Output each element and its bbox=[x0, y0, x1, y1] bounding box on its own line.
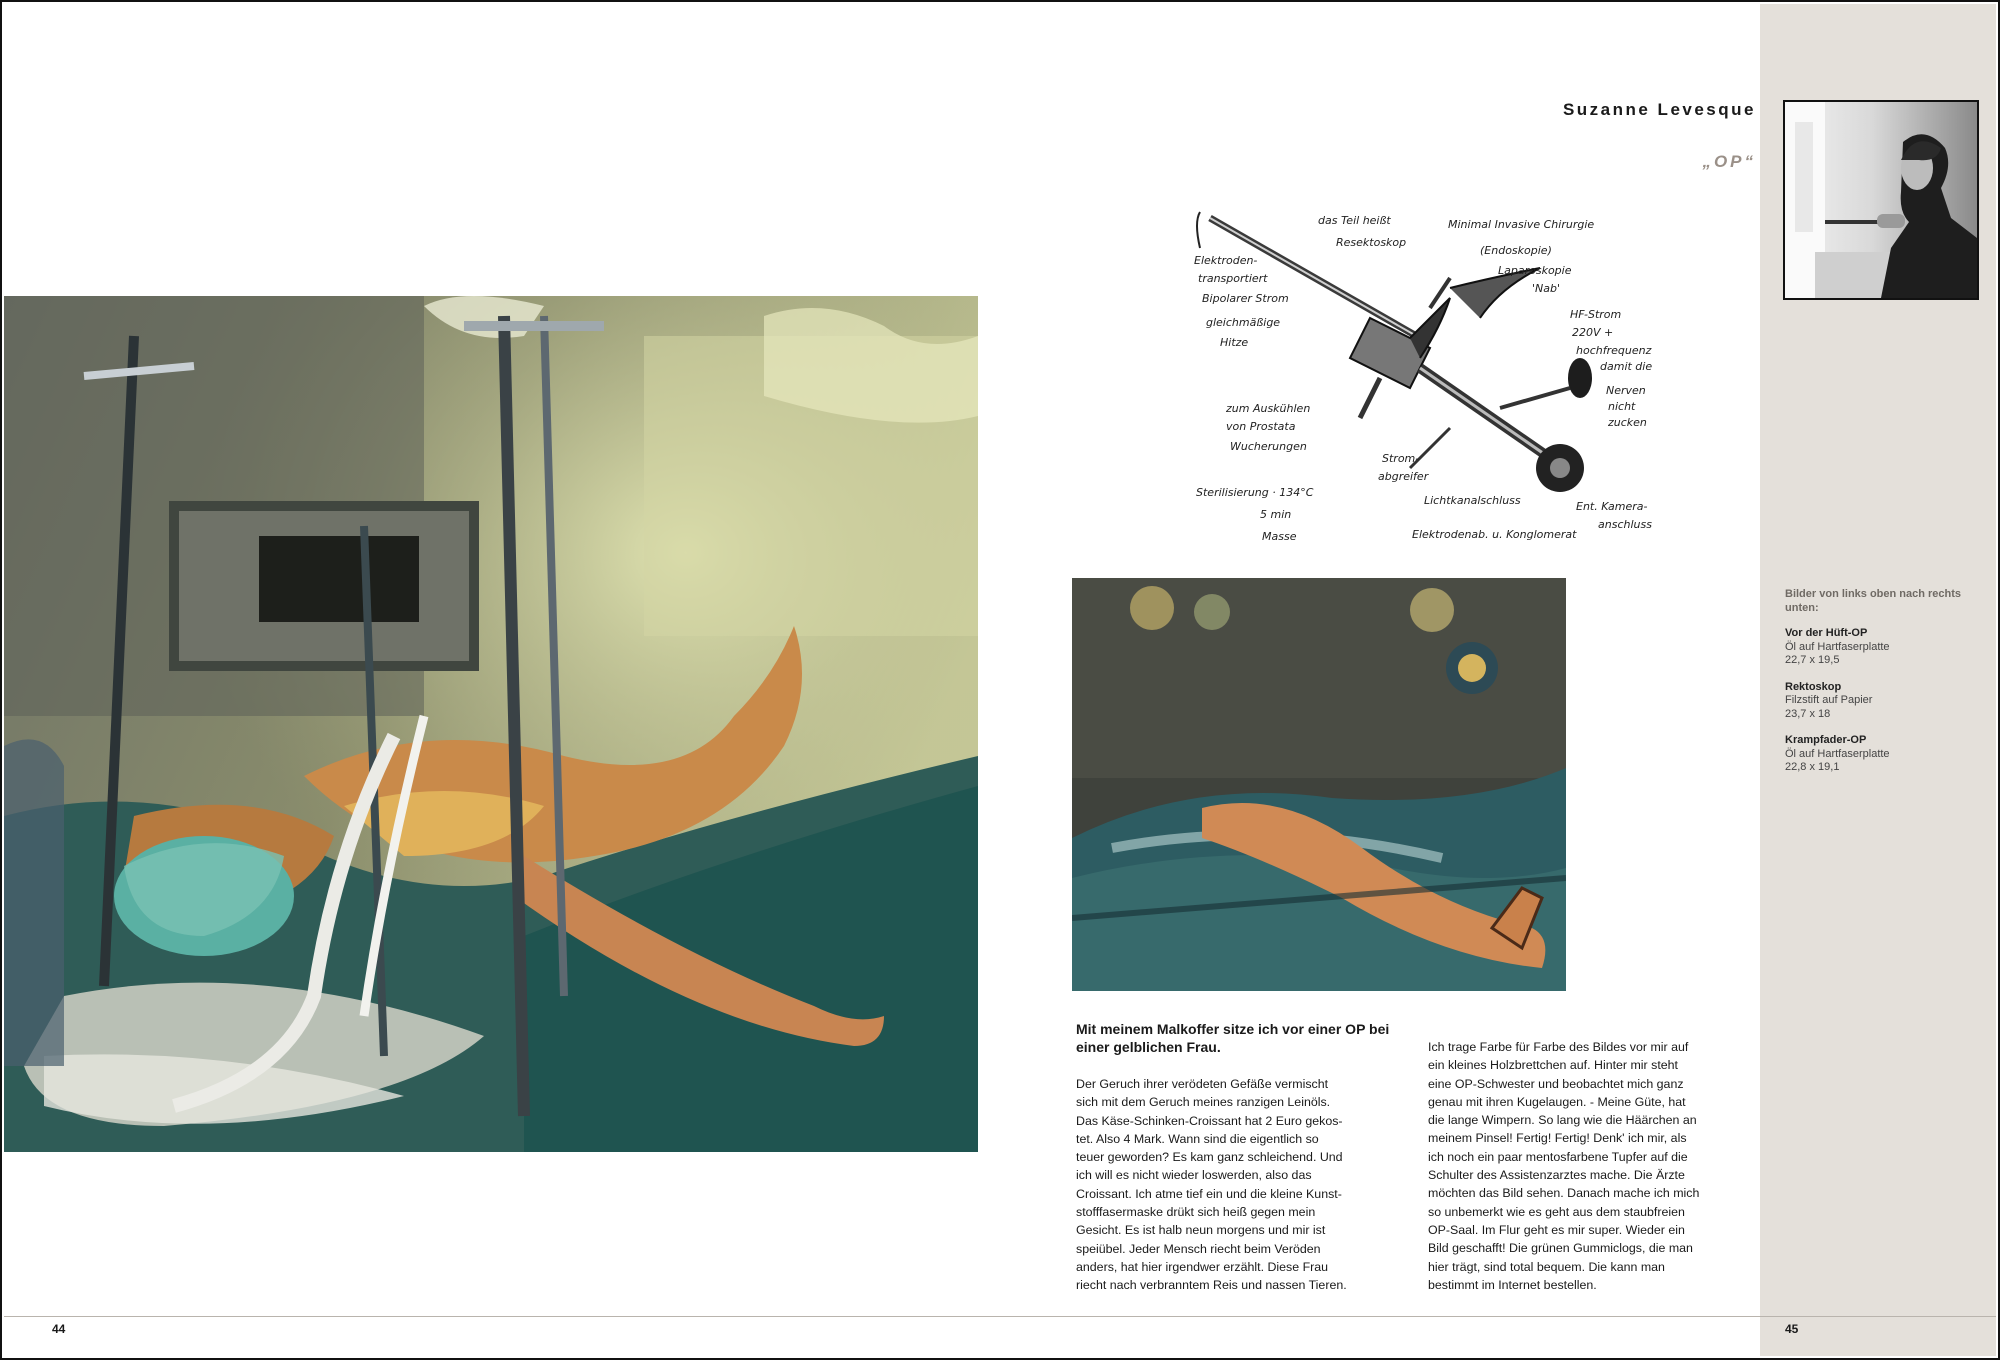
painting-varicose-surgery bbox=[1072, 578, 1566, 991]
sketch-label: hochfrequenz bbox=[1576, 344, 1652, 357]
caption-size: 23,7 x 18 bbox=[1785, 707, 1831, 720]
sketch-label: gleichmäßige bbox=[1206, 316, 1281, 329]
page-number-right: 45 bbox=[1785, 1322, 1799, 1336]
sketch-label: Lichtkanalschluss bbox=[1424, 494, 1521, 507]
sketch-rectoscope bbox=[1180, 198, 1658, 558]
sketch-label: HF-Strom bbox=[1570, 308, 1622, 321]
caption-medium: Öl auf Hartfaserplatte bbox=[1785, 640, 1890, 653]
sketch-label: Sterilisierung · 134°C bbox=[1196, 486, 1314, 499]
article-column-1: Der Geruch ihrer verödeten Gefäße vermischt sich mit dem Geruch meines ranzigen Leinöls. Das Käse-Schinken-Croissant hat 2 Euro gekos- tet. Also 4 Mark. Wann sind die eigentlich so teuer geworden? Es kam ganz schleichend. Und ich will es nicht wieder loswerden, also das Croissant. Ich atme tief ein und die kleine Kunst- stofffasermaske drükt sich heiß gegen mein Gesicht. Es ist halb neun morgens und mir ist speiübel. Jeder Mensch riecht beim Veröden anders, hat hier irgendwer erzählt. Diese Frau riecht nach verbranntem Reis und nassen Tieren. bbox=[1076, 1077, 1347, 1293]
image-captions bbox=[1785, 588, 1975, 788]
article-lead: Mit meinem Malkoffer sitze ich vor einer OP bei einer gelblichen Frau. bbox=[1076, 1021, 1390, 1055]
caption-item bbox=[1785, 627, 1975, 668]
sketch-label: nicht bbox=[1608, 400, 1636, 413]
sketch-label: abgreifer bbox=[1378, 470, 1429, 483]
sketch-label: zucken bbox=[1608, 416, 1647, 429]
page-number-left: 44 bbox=[52, 1322, 66, 1336]
painting-hip-surgery bbox=[4, 296, 978, 1152]
author-name: Suzanne Levesque bbox=[1562, 100, 1756, 119]
sketch-label: anschluss bbox=[1598, 518, 1652, 531]
caption-title: Vor der Hüft-OP bbox=[1785, 627, 1868, 639]
sketch-label: das Teil heißt bbox=[1318, 214, 1391, 227]
artist-portrait-photo bbox=[1783, 100, 1979, 300]
caption-size: 22,7 x 19,5 bbox=[1785, 654, 1840, 666]
sketch-label: damit die bbox=[1600, 360, 1653, 373]
article-column-2: Ich trage Farbe für Farbe des Bildes vor mir auf ein kleines Holzbrettchen auf. Hinter mir steht eine OP-Schwester und beobachtet mich ganz genau mit ihren Kugelaugen. - Meine Güte, hat die lange Wimpern. So lang wie die Häärchen an meinem Pinsel! Fertig! Fertig! Denk' ich mir, als ich noch ein paar mentosfarbene Tupfer auf die Schulter des Assistenzarztes mache. Die Ärzte möchten das Bild sehen. Danach mache ich mich so unbemerkt wie es geht aus dem staubfreien OP-Saal. Im Flur geht es mir super. Wieder ein Bild geschafft! Die grünen Gummiclogs, die man hier trägt, sind total bequem. Die kann man bestimmt im Internet bestellen. bbox=[1428, 1040, 1700, 1292]
caption-size: 22,8 x 19,1 bbox=[1785, 761, 1840, 773]
captions-heading: Bilder von links oben nach rechts unten: bbox=[1785, 588, 1962, 614]
sketch-label: Ent. Kamera- bbox=[1576, 500, 1648, 513]
sketch-label: transportiert bbox=[1198, 272, 1268, 285]
sketch-label: Wucherungen bbox=[1230, 440, 1307, 453]
sketch-label: Strom- bbox=[1382, 452, 1420, 465]
sketch-label: Resektoskop bbox=[1336, 236, 1407, 249]
article-title: „OP“ bbox=[1702, 152, 1756, 171]
caption-item bbox=[1785, 734, 1975, 775]
sketch-label: 'Nab' bbox=[1532, 282, 1560, 295]
caption-title: Rektoskop bbox=[1785, 680, 1842, 693]
footer-rule bbox=[4, 1316, 1996, 1317]
sketch-label: (Endoskopie) bbox=[1480, 244, 1552, 257]
caption-medium: Öl auf Hartfaserplatte bbox=[1785, 747, 1890, 760]
caption-item bbox=[1785, 681, 1975, 722]
caption-medium: Filzstift auf Papier bbox=[1785, 694, 1873, 706]
sketch-label: Hitze bbox=[1220, 336, 1249, 349]
sketch-label: Masse bbox=[1262, 530, 1297, 543]
caption-title: Krampfader-OP bbox=[1785, 734, 1867, 746]
sketch-label: zum Auskühlen bbox=[1226, 402, 1311, 415]
sketch-label: Elektrodenab. u. Konglomerat bbox=[1412, 528, 1577, 541]
sketch-label: von Prostata bbox=[1226, 420, 1296, 433]
sketch-label: 220V + bbox=[1572, 326, 1614, 339]
sketch-label: Nerven bbox=[1606, 384, 1646, 397]
sketch-label: 5 min bbox=[1260, 508, 1292, 521]
sketch-label: Bipolarer Strom bbox=[1202, 292, 1289, 305]
sketch-label: Minimal Invasive Chirurgie bbox=[1448, 218, 1595, 231]
sketch-label: Elektroden- bbox=[1194, 254, 1258, 267]
sketch-label: Laparoskopie bbox=[1498, 264, 1572, 277]
